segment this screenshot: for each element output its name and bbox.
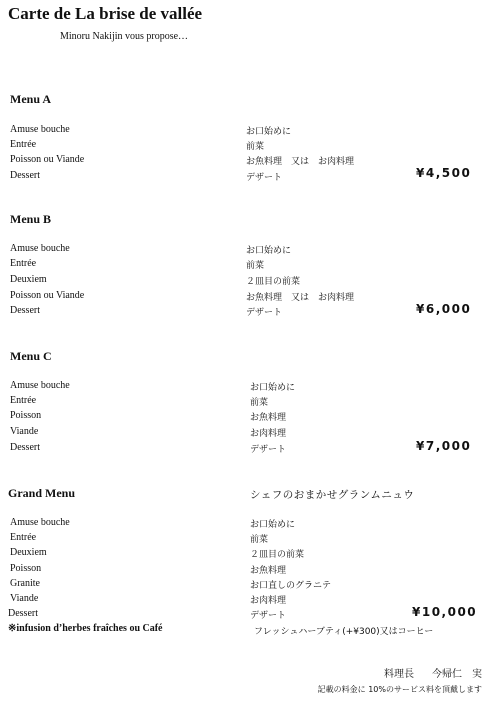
menu-c-item-fr: Dessert: [10, 442, 40, 453]
menu-c-item-jp: お口始めに: [250, 383, 296, 393]
menu-c-heading: Menu C: [10, 349, 52, 363]
menu-b-item-fr: Poisson ou Viande: [10, 290, 85, 301]
grand-menu-heading: Grand Menu: [8, 486, 76, 500]
menu-b-item-jp: デザート: [246, 308, 283, 318]
menu-c-item-jp: デザート: [250, 445, 287, 455]
menu-b-item-fr: Deuxiem: [10, 274, 47, 285]
menu-b-item-fr: Amuse bouche: [10, 243, 70, 254]
menu-a-item-fr: Entrée: [10, 139, 37, 150]
grand-menu-item-fr: Poisson: [10, 563, 42, 574]
chef-signature: [384, 665, 482, 680]
grand-menu-item-fr: Dessert: [8, 608, 38, 619]
grand-menu-item-fr: Entrée: [10, 532, 37, 543]
grand-menu-item-jp: 前菜: [250, 535, 269, 545]
grand-menu-item-jp: デザート: [250, 611, 287, 621]
menu-b-price: ¥6,000: [416, 302, 472, 316]
grand-menu-item-fr: Deuxiem: [10, 547, 47, 558]
menu-c-price: ¥7,000: [416, 439, 472, 453]
menu-c-item-fr: Entrée: [10, 395, 37, 406]
menu-b-item-fr: Entrée: [10, 258, 37, 269]
grand-menu-item-fr: Granite: [10, 578, 40, 589]
menu-b-item-jp: お魚料理 又は お肉料理: [246, 293, 355, 303]
grand-menu-item-fr: ※infusion d’herbes fraîches ou Café: [8, 623, 163, 634]
menu-c-item-jp: お肉料理: [250, 429, 287, 439]
menu-c-item-fr: Amuse bouche: [10, 380, 70, 391]
menu-c-item-fr: Poisson: [10, 410, 42, 421]
menu-b-item-jp: 前菜: [246, 261, 265, 271]
grand-menu-item-jp: お口直しのグラニテ: [250, 581, 332, 591]
menu-a-item-jp: お魚料理 又は お肉料理: [246, 157, 355, 167]
menu-a-item-fr: Amuse bouche: [10, 124, 70, 135]
menu-a-heading: Menu A: [10, 92, 52, 106]
menu-b-item-fr: Dessert: [10, 305, 40, 316]
service-charge-note: 記載の料金に 10%のサービス料を頂戴します: [317, 685, 482, 694]
menu-c-item-jp: 前菜: [250, 398, 269, 408]
grand-menu-item-jp: お魚料理: [250, 566, 287, 576]
grand-menu-item-fr: Viande: [10, 593, 39, 604]
menu-c-item-jp: お魚料理: [250, 413, 287, 423]
menu-a-item-jp: デザート: [246, 173, 283, 183]
chef-title: 料理長: [384, 669, 414, 680]
menu-b-heading: Menu B: [10, 212, 52, 226]
menu-b-item-jp: お口始めに: [246, 246, 292, 256]
chef-name: 今帰仁 実: [432, 669, 482, 680]
menu-c-item-fr: Viande: [10, 426, 39, 437]
page-subtitle: Minoru Nakijin vous propose…: [60, 31, 189, 42]
menu-a-item-jp: お口始めに: [246, 127, 292, 137]
menu-a-price: ¥4,500: [416, 166, 472, 180]
grand-menu-subtitle: シェフのおまかせグランムニュウ: [250, 489, 415, 501]
grand-menu-item-jp: フレッシュハーブティ(+¥300)又はコーヒー: [254, 627, 434, 637]
grand-menu-item-jp: お肉料理: [250, 596, 287, 606]
menu-a-item-jp: 前菜: [246, 142, 265, 152]
page-title: Carte de La brise de vallée: [8, 4, 203, 23]
grand-menu-item-jp: ２皿目の前菜: [250, 550, 305, 560]
grand-menu-item-fr: Amuse bouche: [10, 517, 70, 528]
grand-menu-price: ¥10,000: [412, 605, 478, 619]
grand-menu-item-jp: お口始めに: [250, 520, 296, 530]
menu-a-item-fr: Dessert: [10, 170, 40, 181]
menu-b-item-jp: ２皿目の前菜: [246, 277, 301, 287]
menu-a-item-fr: Poisson ou Viande: [10, 154, 85, 165]
